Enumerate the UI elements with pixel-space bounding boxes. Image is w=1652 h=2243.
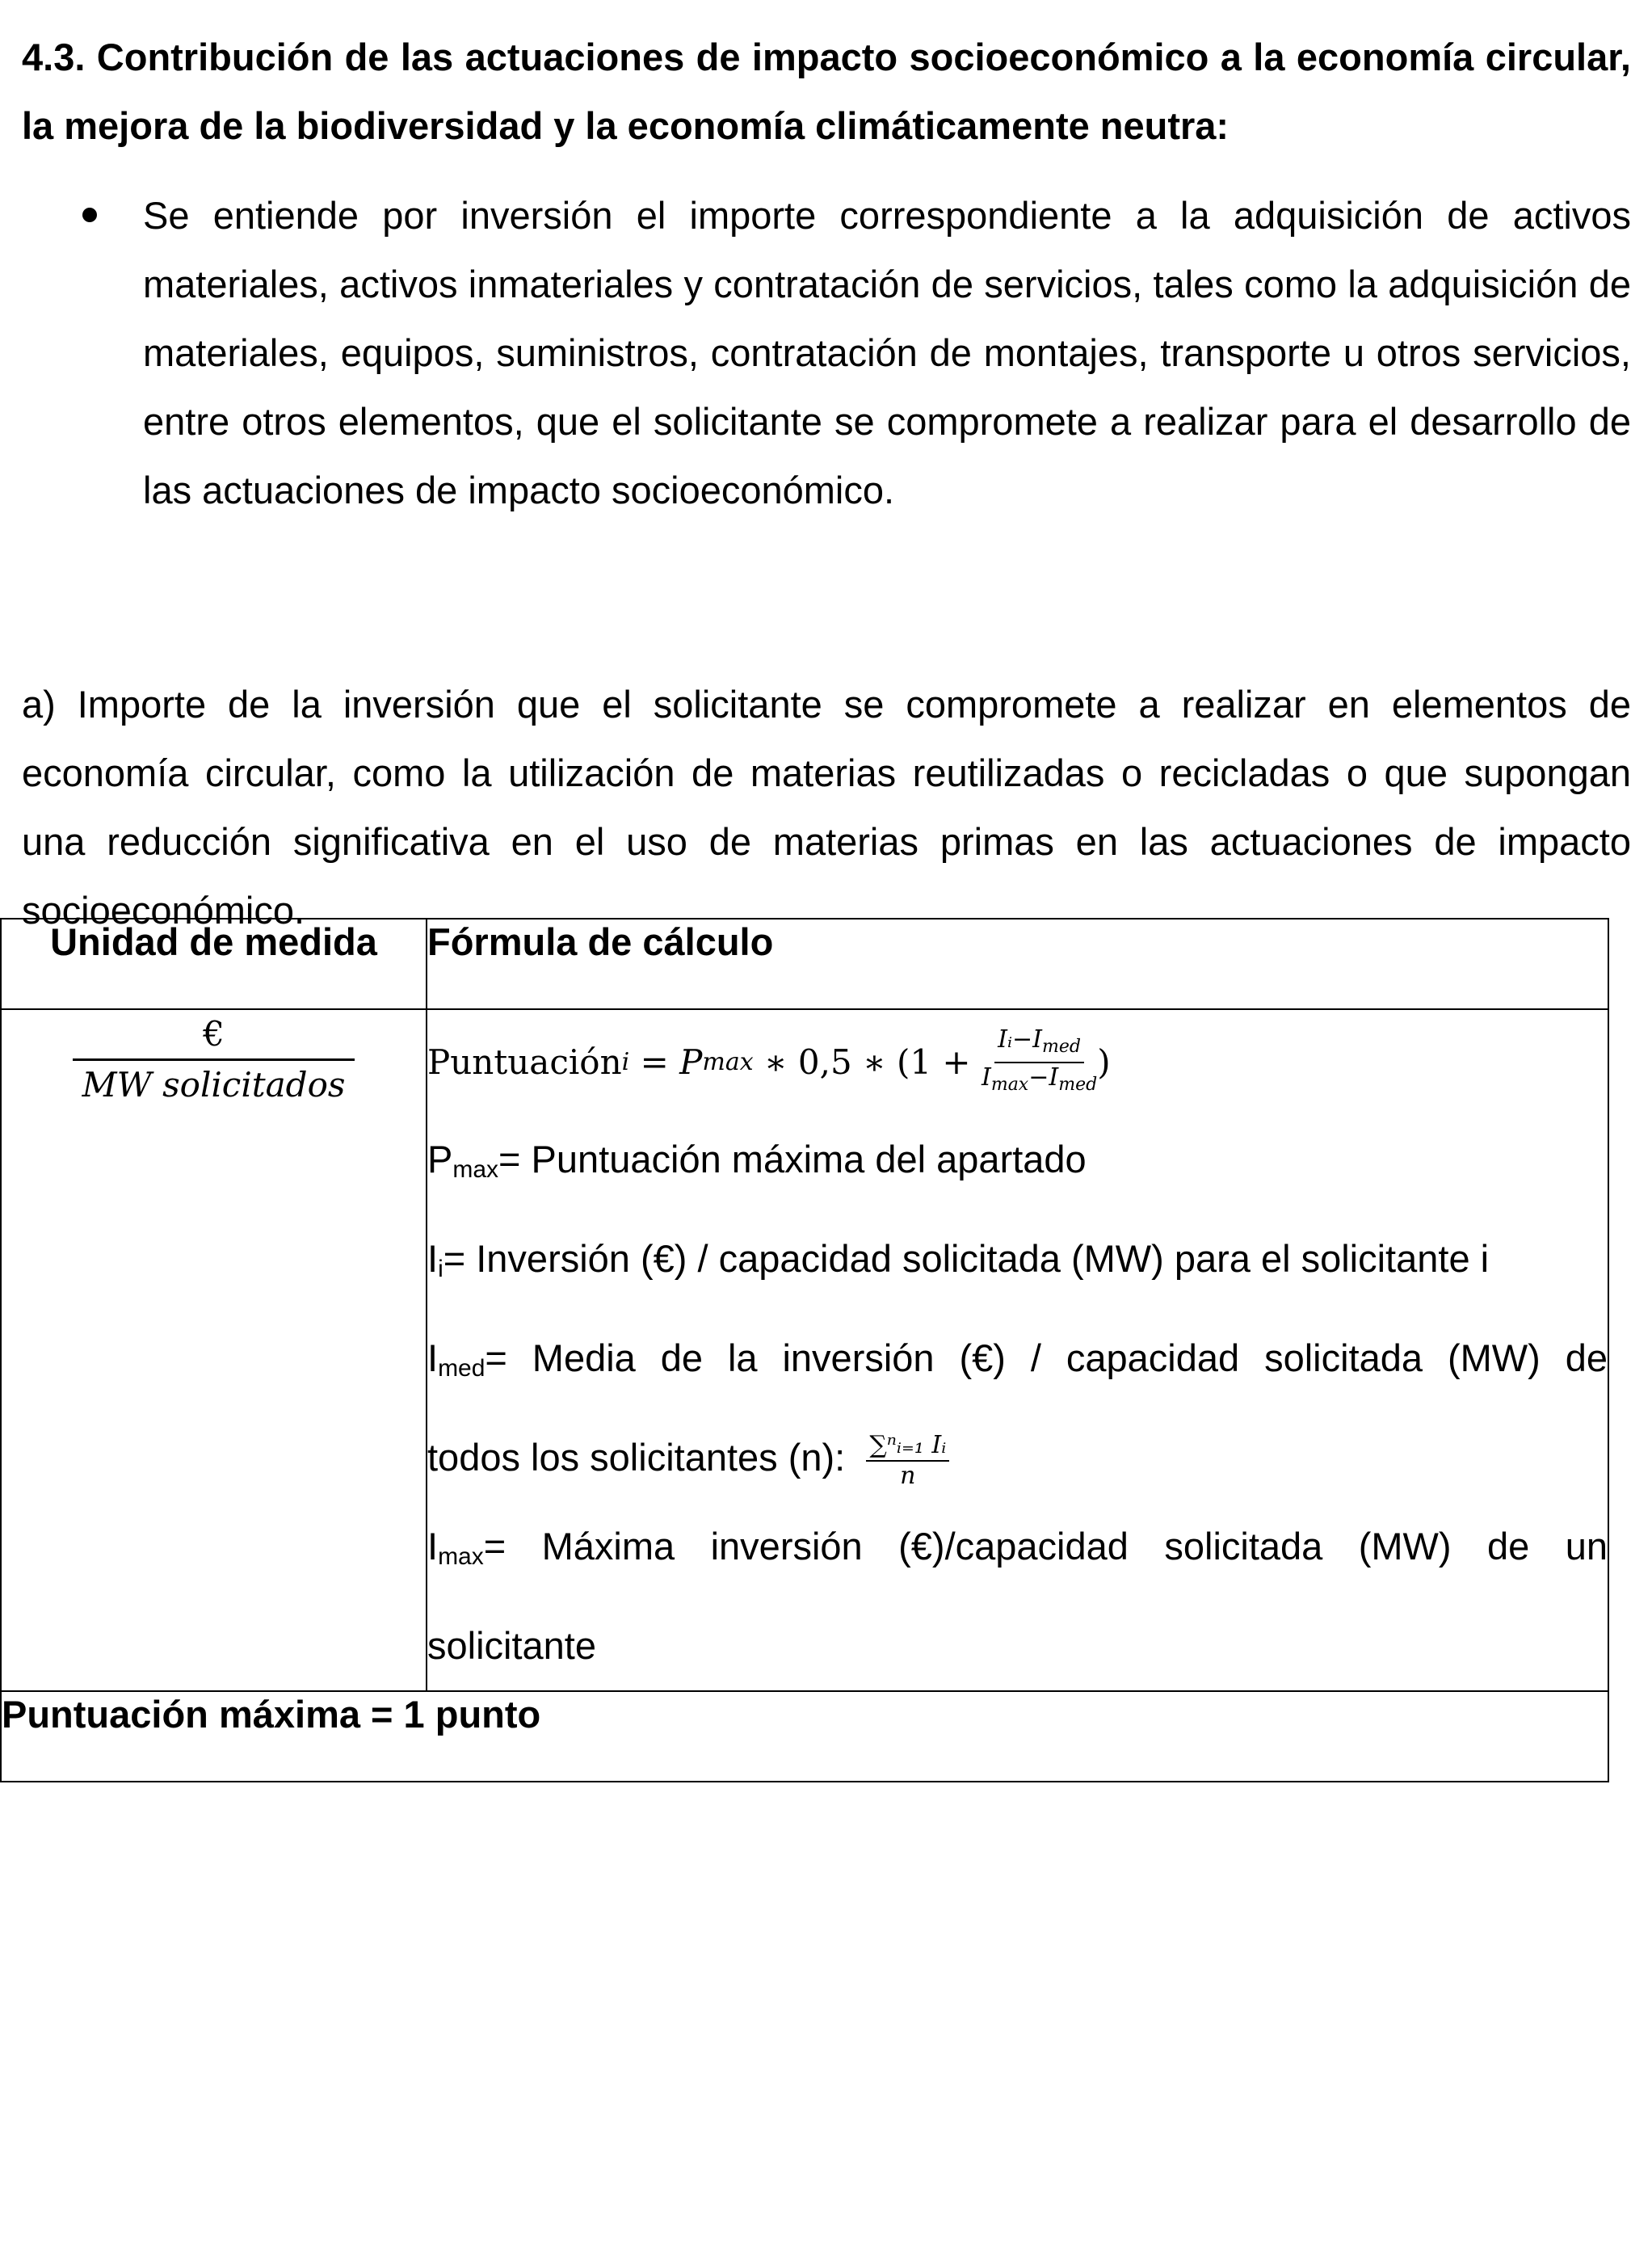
formula-frac-num-sub: med <box>1042 1037 1081 1057</box>
ii-symbol: I <box>427 1237 439 1280</box>
def-imed-line1 <box>427 1314 1608 1413</box>
bullet-text: Se entiende por inversión el importe correspondiente a la adquisición de activos materiales, activos inmateriales y contratación de servicios, tales como la adquisición de materiales, equipos, suministros, contratación de montajes, transporte u otros servicios, entre otros elementos, que el solicitante se compromete a realizar para el desarrollo de las actuaciones de impacto socioeconómico. <box>143 194 1631 511</box>
imed-sub: med <box>438 1355 486 1382</box>
imed-symbol: I <box>427 1336 439 1379</box>
unit-numerator: € <box>73 1010 355 1061</box>
formula-fraction <box>982 1025 1097 1100</box>
formula-lhs: Puntuación <box>427 1042 622 1082</box>
formula-p: P <box>679 1042 703 1082</box>
def-imax-line2: solicitante <box>427 1624 596 1667</box>
header-unit: Unidad de medida <box>1 919 427 1009</box>
ii-text: = Inversión (€) / capacidad solicitada (MW) para el solicitante i <box>443 1237 1490 1280</box>
score-formula <box>427 1010 1608 1115</box>
formula-frac-den: I <box>981 1063 991 1092</box>
pmax-sub: max <box>452 1156 499 1183</box>
formula-close: ) <box>1097 1042 1111 1082</box>
formula-eq: = <box>629 1042 680 1082</box>
criteria-table <box>0 918 1609 1782</box>
imax-sub: max <box>438 1543 484 1570</box>
def-pmax <box>427 1115 1608 1214</box>
max-score: Puntuación máxima = 1 punto <box>1 1691 1608 1782</box>
unit-cell <box>1 1009 427 1691</box>
unit-denominator: MW solicitados <box>82 1065 346 1105</box>
table-footer-row <box>1 1691 1608 1782</box>
imed-sum-fraction <box>866 1431 949 1491</box>
imed-text-2: todos los solicitantes (n): <box>427 1436 856 1479</box>
header-formula: Fórmula de cálculo <box>427 919 1608 1009</box>
section-heading: 4.3. Contribución de las actuaciones de impacto socioeconómico a la economía circular, la mejora de la biodiversidad y la economía climáticamente neutra: <box>22 36 1631 147</box>
formula-cell <box>427 1009 1608 1691</box>
formula-frac-den-sub2: med <box>1058 1075 1098 1095</box>
formula-p-sub: max <box>702 1048 754 1076</box>
unit-fraction <box>78 1010 351 1109</box>
def-imax-line1 <box>427 1502 1608 1601</box>
formula-mid: ∗ 0,5 ∗ (1 + <box>753 1042 982 1082</box>
imax-text-1: = Máxima inversión (€)/capacidad solicitada (MW) de un <box>483 1525 1608 1568</box>
table-body-row <box>1 1009 1608 1691</box>
bullet-item <box>22 181 1631 524</box>
formula-frac-den-mid: −I <box>1028 1063 1059 1092</box>
ii-sub: i <box>438 1256 443 1282</box>
imax-symbol: I <box>427 1525 439 1568</box>
pmax-text: = Puntuación máxima del apartado <box>498 1138 1087 1180</box>
pmax-symbol: P <box>427 1138 453 1180</box>
formula-frac-den-sub1: max <box>990 1075 1029 1095</box>
formula-lhs-sub: i <box>621 1048 630 1076</box>
imed-sum-num: ∑ⁿᵢ₌₁ Iᵢ <box>866 1431 949 1462</box>
formula-frac-num: Iᵢ−I <box>998 1025 1043 1054</box>
paragraph-a: a) Importe de la inversión que el solicitante se compromete a realizar en elementos de economía circular, como la utilización de materias reutilizadas o recicladas o que supongan una reducción significativa en el uso de materias primas en las actuaciones de impacto socioeconómico. <box>22 683 1631 932</box>
document-page <box>22 0 1631 945</box>
imed-sum-den: n <box>900 1461 916 1490</box>
def-ii <box>427 1214 1608 1314</box>
def-imed-line2 <box>427 1413 1608 1502</box>
bullet-icon <box>82 208 97 222</box>
imed-text-1: = Media de la inversión (€) / capacidad solicitada (MW) de <box>485 1336 1608 1379</box>
table-header-row <box>1 919 1608 1009</box>
